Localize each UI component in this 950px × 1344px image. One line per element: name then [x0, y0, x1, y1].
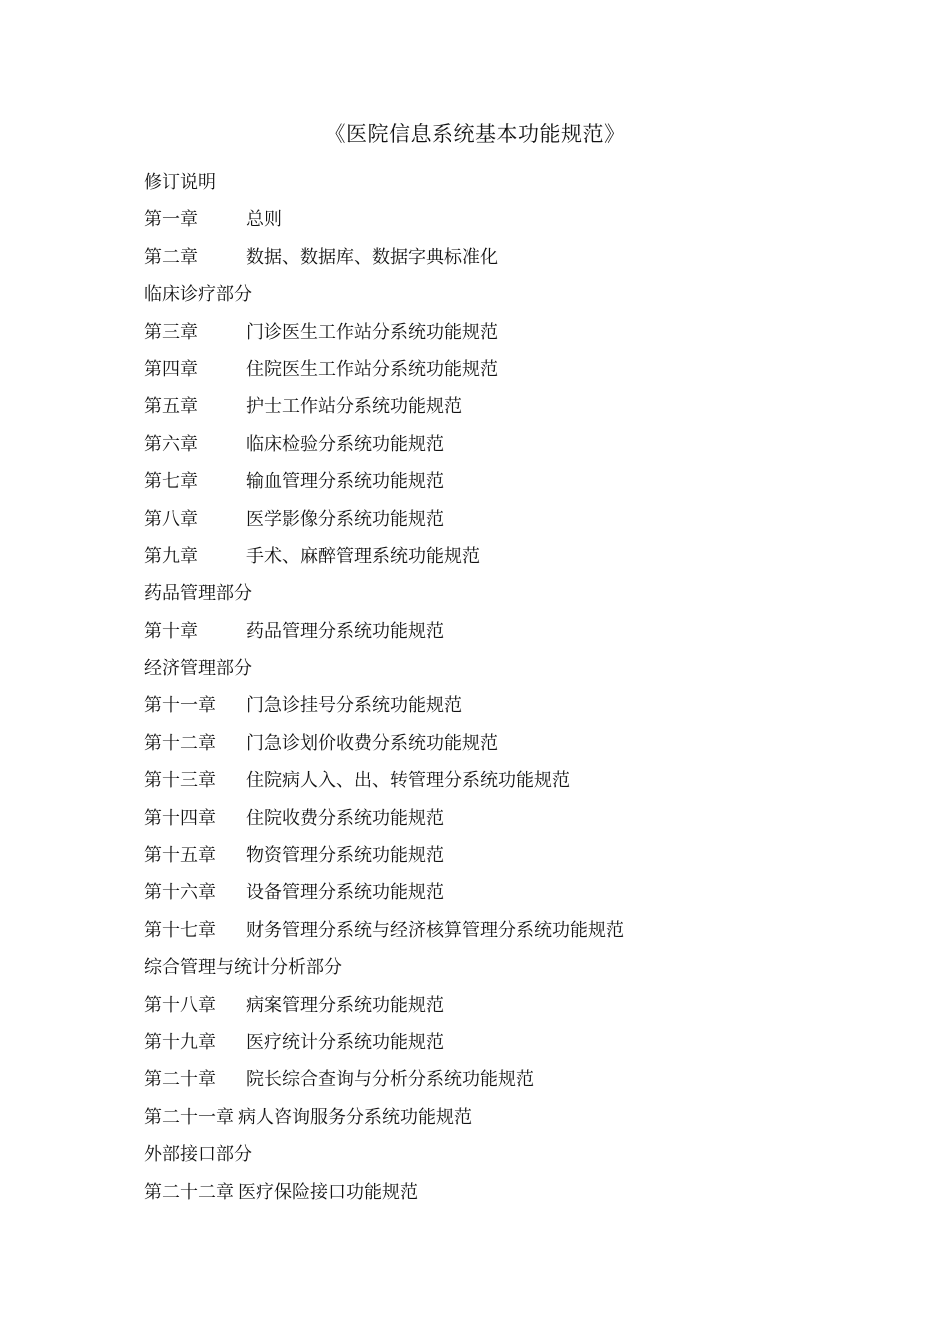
chapter-title: 住院医生工作站分系统功能规范	[246, 358, 498, 380]
document-title: 《医院信息系统基本功能规范》	[324, 122, 626, 146]
chapter-number: 第十章	[144, 620, 198, 642]
section-title: 修订说明	[144, 172, 216, 193]
chapter-title: 输血管理分系统功能规范	[246, 471, 444, 493]
toc-chapter-entry	[144, 501, 844, 538]
table-of-contents	[144, 164, 844, 1211]
chapter-title: 设备管理分系统功能规范	[246, 882, 444, 904]
chapter-title: 门急诊挂号分系统功能规范	[246, 695, 462, 717]
chapter-title: 总则	[246, 209, 282, 231]
toc-chapter-entry	[144, 388, 844, 425]
chapter-number: 第八章	[144, 508, 198, 530]
chapter-title: 医疗保险接口功能规范	[238, 1181, 418, 1203]
section-title: 外部接口部分	[144, 1144, 252, 1166]
chapter-title: 医疗统计分系统功能规范	[246, 1031, 444, 1053]
toc-section-heading	[144, 575, 844, 612]
chapter-title: 门急诊划价收费分系统功能规范	[246, 732, 498, 754]
chapter-number: 第二十一章	[144, 1106, 234, 1128]
chapter-number: 第十三章	[144, 770, 216, 792]
chapter-title: 财务管理分系统与经济核算管理分系统功能规范	[246, 919, 624, 941]
chapter-title: 手术、麻醉管理系统功能规范	[246, 545, 480, 567]
chapter-number: 第十五章	[144, 845, 216, 867]
toc-chapter-entry	[144, 762, 844, 799]
chapter-number: 第六章	[144, 433, 198, 455]
chapter-number: 第十一章	[144, 695, 216, 717]
chapter-number: 第四章	[144, 358, 198, 380]
toc-section-heading	[144, 949, 844, 986]
chapter-number: 第十八章	[144, 994, 216, 1016]
toc-chapter-entry	[144, 912, 844, 949]
toc-chapter-entry	[144, 613, 844, 650]
chapter-title: 数据、数据库、数据字典标准化	[246, 246, 498, 268]
chapter-title: 药品管理分系统功能规范	[246, 620, 444, 642]
toc-section-heading	[144, 276, 844, 313]
toc-chapter-entry	[144, 1024, 844, 1061]
chapter-title: 病人咨询服务分系统功能规范	[238, 1106, 472, 1128]
chapter-title: 病案管理分系统功能规范	[246, 994, 444, 1016]
chapter-number: 第一章	[144, 209, 198, 231]
toc-chapter-entry	[144, 687, 844, 724]
toc-chapter-entry	[144, 201, 844, 238]
chapter-number: 第十四章	[144, 807, 216, 829]
chapter-title: 物资管理分系统功能规范	[246, 845, 444, 867]
chapter-title: 临床检验分系统功能规范	[246, 433, 444, 455]
chapter-title: 住院病人入、出、转管理分系统功能规范	[246, 770, 570, 792]
toc-chapter-entry	[144, 987, 844, 1024]
chapter-number: 第十九章	[144, 1031, 216, 1053]
chapter-number: 第二章	[144, 246, 198, 268]
chapter-number: 第五章	[144, 396, 198, 418]
chapter-number: 第二十二章	[144, 1181, 234, 1203]
section-title: 药品管理部分	[144, 583, 252, 605]
chapter-title: 住院收费分系统功能规范	[246, 807, 444, 829]
chapter-number: 第十七章	[144, 919, 216, 941]
toc-chapter-entry	[144, 426, 844, 463]
toc-chapter-entry	[144, 725, 844, 762]
toc-chapter-entry	[144, 351, 844, 388]
chapter-title: 门诊医生工作站分系统功能规范	[246, 321, 498, 343]
toc-chapter-entry	[144, 800, 844, 837]
toc-chapter-entry	[144, 1174, 844, 1211]
chapter-number: 第七章	[144, 471, 198, 493]
chapter-number: 第十六章	[144, 882, 216, 904]
chapter-title: 医学影像分系统功能规范	[246, 508, 444, 530]
chapter-number: 第十二章	[144, 732, 216, 754]
toc-section-heading	[144, 164, 844, 201]
section-title: 综合管理与统计分析部分	[144, 957, 342, 979]
toc-chapter-entry	[144, 1061, 844, 1098]
toc-section-heading	[144, 650, 844, 687]
toc-chapter-entry	[144, 314, 844, 351]
chapter-title: 护士工作站分系统功能规范	[246, 396, 462, 418]
section-title: 临床诊疗部分	[144, 284, 252, 306]
toc-chapter-entry	[144, 538, 844, 575]
toc-chapter-entry	[144, 463, 844, 500]
toc-chapter-entry	[144, 1099, 844, 1136]
toc-chapter-entry	[144, 874, 844, 911]
chapter-title: 院长综合查询与分析分系统功能规范	[246, 1069, 534, 1091]
toc-chapter-entry	[144, 239, 844, 276]
chapter-number: 第三章	[144, 321, 198, 343]
chapter-number: 第二十章	[144, 1069, 216, 1091]
section-title: 经济管理部分	[144, 658, 252, 680]
chapter-number: 第九章	[144, 545, 198, 567]
toc-chapter-entry	[144, 837, 844, 874]
toc-section-heading	[144, 1136, 844, 1173]
